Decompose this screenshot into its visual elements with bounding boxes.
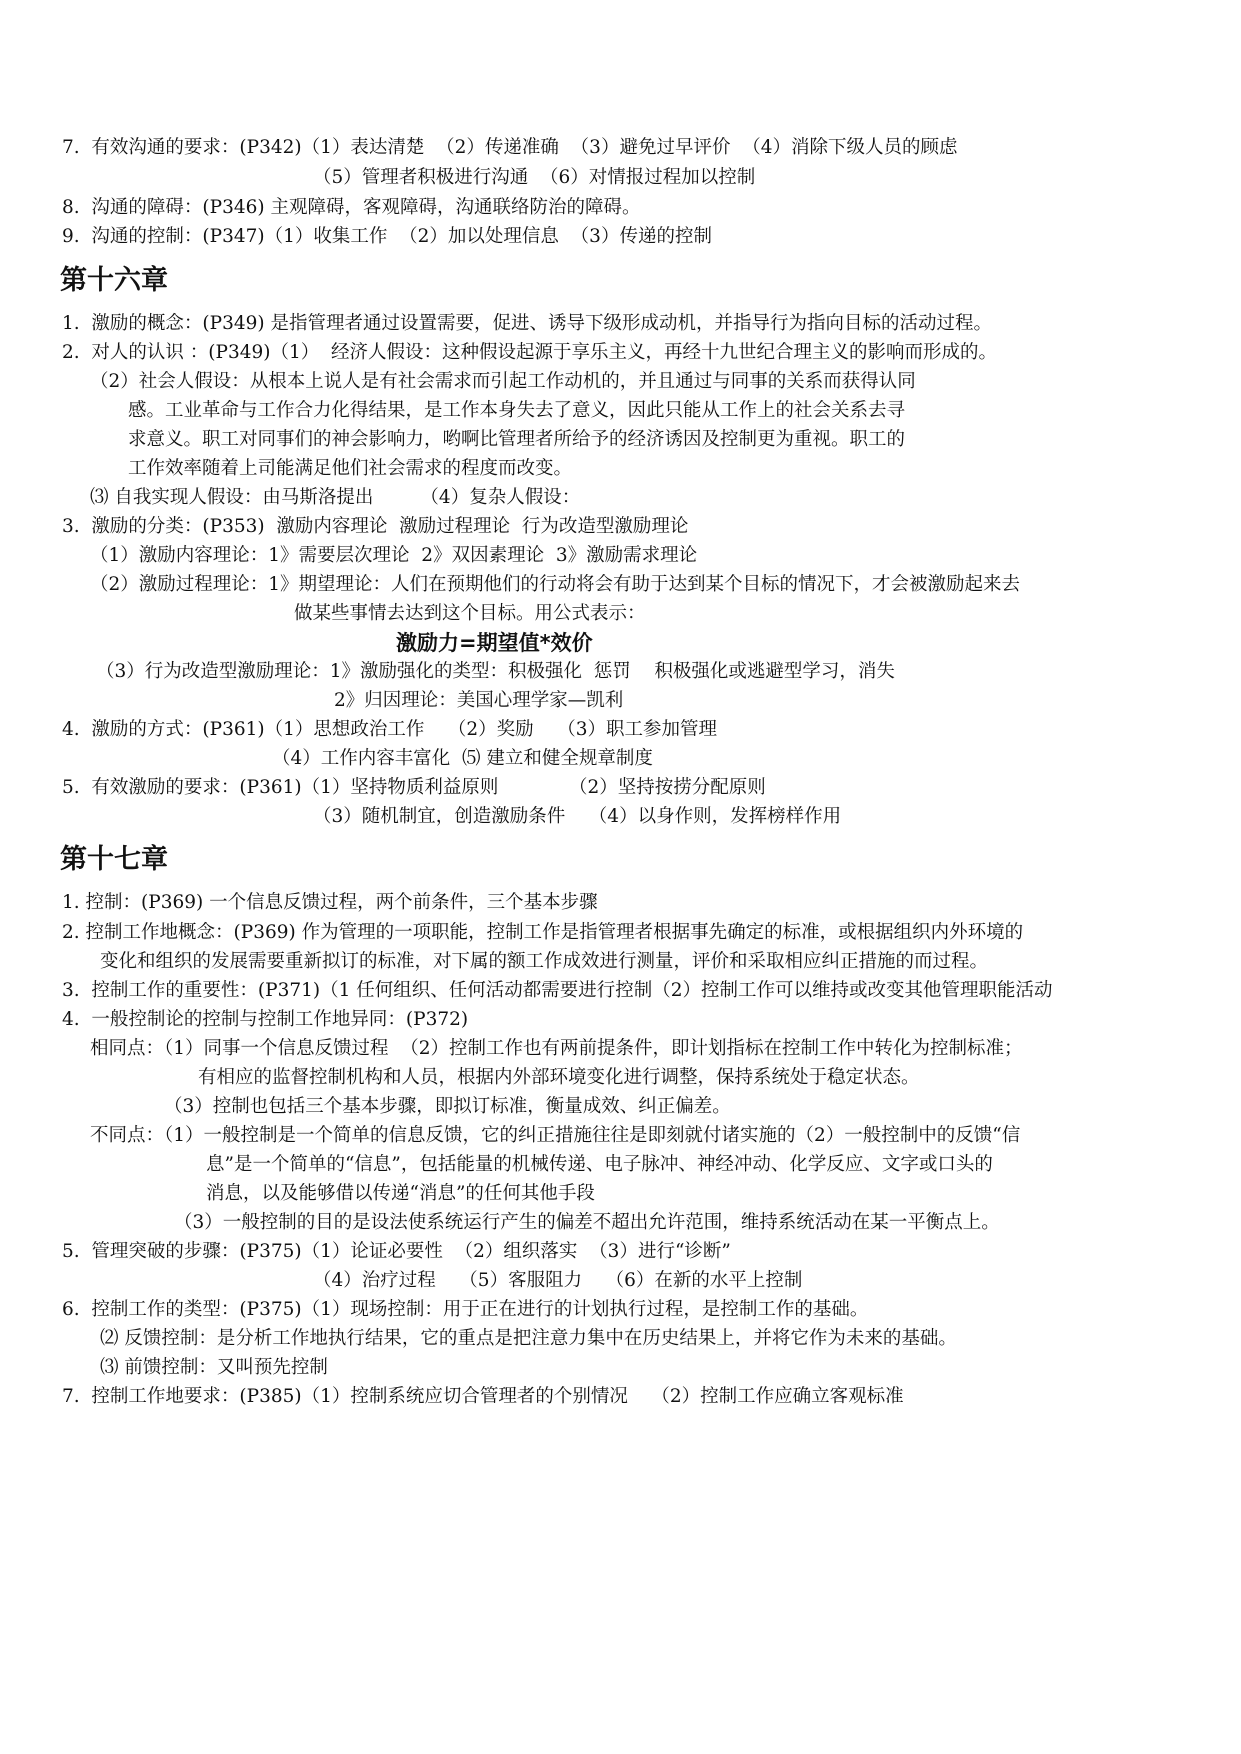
line-control-importance: 3. 控制工作的重要性：(P371)（1 任何组织、任何活动都需要进行控制（2）控制工作可以维持或改变其他管理职能活动 (62, 980, 1053, 1001)
line-content-theory: （1）激励内容理论：1》需要层次理论 2》双因素理论 3》激励需求理论 (90, 545, 698, 566)
line-attribution-theory: 2》归因理论：美国心理学家—凯利 (334, 690, 624, 711)
line-differences-cont-2: 消息，以及能够借以传递“消息”的任何其他手段 (206, 1183, 595, 1204)
line-self-actualization: ⑶ 自我实现人假设：由马斯洛提出 （4）复杂人假设： (90, 487, 581, 508)
chapter-16-heading: 第十六章 (60, 265, 168, 296)
line-9-communication-control: 9. 沟通的控制：(P347)（1）收集工作 （2）加以处理信息 （3）传递的控制 (62, 226, 712, 247)
line-effective-incentive: 5. 有效激励的要求：(P361)（1）坚持物质利益原则 （2）坚持按捞分配原则 (62, 777, 766, 798)
line-behavior-modification: （3）行为改造型激励理论：1》激励强化的类型：积极强化 惩罚 积极强化或逃避型学习，消失 (96, 661, 895, 682)
line-feedforward-control: ⑶ 前馈控制：又叫预先控制 (100, 1357, 328, 1378)
line-control-comparison: 4. 一般控制论的控制与控制工作地异同：(P372) (62, 1009, 469, 1030)
line-management-breakthrough: 5. 管理突破的步骤：(P375)（1）论证必要性 （2）组织落实 （3）进行“诊断” (62, 1241, 731, 1262)
line-process-theory-cont: 做某些事情去达到这个目标。用公式表示： (294, 603, 646, 624)
line-differences: 不同点：（1）一般控制是一个简单的信息反馈，它的纠正措施往往是即刻就付诸实施的（2）一般控制中的反馈“信 (90, 1125, 1021, 1146)
line-effective-incentive-cont: （3）随机制宜，创造激励条件 （4）以身作则，发挥榜样作用 (313, 806, 842, 827)
line-incentive-methods-cont: （4）工作内容丰富化 ⑸ 建立和健全规章制度 (272, 748, 653, 769)
line-process-theory: （2）激励过程理论：1》期望理论：人们在预期他们的行动将会有助于达到某个目标的情况下，才会被激励起来去 (90, 574, 1021, 595)
line-control-concept: 2. 控制工作地概念：(P369) 作为管理的一项职能，控制工作是指管理者根据事先确定的标准，或根据组织内外环境的 (62, 922, 1024, 943)
line-social-man: （2）社会人假设：从根本上说人是有社会需求而引起工作动机的，并且通过与同事的关系而获得认同 (90, 371, 916, 392)
line-management-breakthrough-cont: （4）治疗过程 （5）客服阻力 （6）在新的水平上控制 (313, 1270, 803, 1291)
line-incentive-classification: 3. 激励的分类：(P353) 激励内容理论 激励过程理论 行为改造型激励理论 (62, 516, 689, 537)
line-similarities-cont-2: （3）控制也包括三个基本步骤，即拟订标准，衡量成效、纠正偏差。 (164, 1096, 731, 1117)
line-differences-cont-1: 息”是一个简单的“信息”，包括能量的机械传递、电子脉冲、神经冲动、化学反应、文字或口头的 (206, 1154, 993, 1175)
line-similarities-cont-1: 有相应的监督控制机构和人员，根据内外部环境变化进行调整，保持系统处于稳定状态。 (198, 1067, 920, 1088)
line-control-concept-cont: 变化和组织的发展需要重新拟订的标准，对下属的额工作成效进行测量，评价和采取相应纠正措施的而过程。 (100, 951, 989, 972)
line-similarities: 相同点：（1）同事一个信息反馈过程 （2）控制工作也有两前提条件，即计划指标在控制工作中转化为控制标准； (90, 1038, 1023, 1059)
formula-motivation: 激励力=期望值*效价 (396, 631, 593, 655)
chapter-17-heading: 第十七章 (60, 844, 168, 875)
line-social-man-cont-2: 求意义。职工对同事们的神会影响力，哟啊比管理者所给予的经济诱因及控制更为重视。职工的 (128, 429, 906, 450)
line-incentive-concept: 1. 激励的概念：(P349) 是指管理者通过设置需要，促进、诱导下级形成动机，并指导行为指向目标的活动过程。 (62, 313, 992, 334)
line-feedback-control: ⑵ 反馈控制：是分析工作地执行结果，它的重点是把注意力集中在历史结果上，并将它作为未来的基础。 (100, 1328, 957, 1349)
line-7-communication-requirements: 7. 有效沟通的要求：(P342)（1）表达清楚 （2）传递准确 （3）避免过早评价 （4）消除下级人员的顾虑 (62, 137, 958, 158)
line-social-man-cont-1: 感。工业革命与工作合力化得结果，是工作本身失去了意义，因此只能从工作上的社会关系去寻 (128, 400, 906, 421)
line-7-continued: （5）管理者积极进行沟通 （6）对情报过程加以控制 (313, 167, 756, 188)
line-human-assumptions: 2. 对人的认识 ：(P349)（1） 经济人假设：这种假设起源于享乐主义，再经十九世纪合理主义的影响而形成的。 (62, 342, 998, 363)
line-incentive-methods: 4. 激励的方式：(P361)（1）思想政治工作 （2）奖励 （3）职工参加管理 (62, 719, 717, 740)
line-differences-cont-3: （3）一般控制的目的是设法使系统运行产生的偏差不超出允许范围，维持系统活动在某一平衡点上。 (174, 1212, 1000, 1233)
line-control-requirements: 7. 控制工作地要求：(P385)（1）控制系统应切合管理者的个别情况 （2）控制工作应确立客观标准 (62, 1386, 904, 1407)
line-8-communication-barriers: 8. 沟通的障碍：(P346) 主观障碍，客观障碍，沟通联络防治的障碍。 (62, 197, 641, 218)
line-control: 1. 控制：(P369) 一个信息反馈过程，两个前条件，三个基本步骤 (62, 892, 598, 913)
line-social-man-cont-3: 工作效率随着上司能满足他们社会需求的程度而改变。 (128, 458, 573, 479)
line-control-types: 6. 控制工作的类型：(P375)（1）现场控制：用于正在进行的计划执行过程，是控制工作的基础。 (62, 1299, 869, 1320)
